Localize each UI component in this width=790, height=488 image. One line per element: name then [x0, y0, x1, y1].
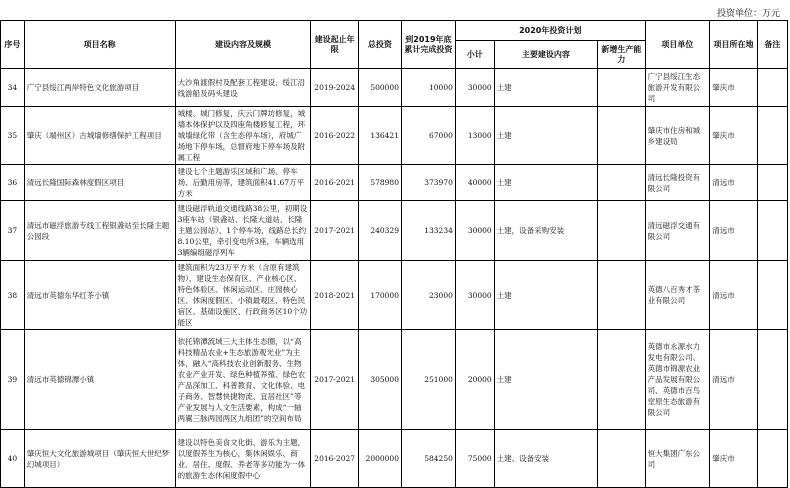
- row-main-content: 土建: [494, 261, 597, 330]
- row-location: 清远市: [710, 261, 757, 330]
- row-new-capacity: [598, 69, 645, 107]
- row-remark: [757, 201, 787, 261]
- row-seq: 39: [1, 330, 25, 430]
- row-main-content: 土建: [494, 107, 597, 165]
- row-period: 2016-2027: [311, 430, 358, 488]
- row-total-investment: 170000: [358, 261, 401, 330]
- row-total-investment: 500000: [358, 69, 401, 107]
- row-remark: [757, 107, 787, 165]
- row-subtotal: 20000: [455, 330, 494, 430]
- header-subtotal: 小计: [455, 41, 494, 69]
- row-total-investment: 305000: [358, 330, 401, 430]
- header-completed: 到2019年底累计完成投资: [401, 21, 455, 69]
- row-location: 肇庆市: [710, 69, 757, 107]
- row-total-investment: 578980: [358, 165, 401, 201]
- row-content: 建设以特色美食文化街、游乐为主题，以度假养生为核心，集休闲娱乐、商业、居住、度假、养老等多功能为一体的旅游生态休闲度假中心: [175, 430, 311, 488]
- row-seq: 35: [1, 107, 25, 165]
- row-project-unit: 恒大集团广东公司: [645, 430, 710, 488]
- row-content: 大沙角渡假村及配套工程建设、绥江沿线游船及码头建设: [175, 69, 311, 107]
- table-row: [1, 261, 788, 330]
- header-total: 总投资: [358, 21, 401, 69]
- row-completed-investment: 373970: [401, 165, 455, 201]
- header-period: 建设起止年限: [311, 21, 358, 69]
- row-main-content: 土建: [494, 165, 597, 201]
- row-subtotal: 75000: [455, 430, 494, 488]
- row-remark: [757, 165, 787, 201]
- row-project-name: 清远市英德东华红茶小镇: [24, 261, 175, 330]
- row-completed-investment: 67000: [401, 107, 455, 165]
- row-period: 2016-2022: [311, 107, 358, 165]
- header-remark: 备注: [757, 21, 787, 69]
- row-main-content: 土建，设备采购安装: [494, 201, 597, 261]
- row-period: 2018-2021: [311, 261, 358, 330]
- row-project-name: 清远长隆国际森林度假区项目: [24, 165, 175, 201]
- table-row: [1, 107, 788, 165]
- table-row: [1, 69, 788, 107]
- row-total-investment: 240329: [358, 201, 401, 261]
- row-subtotal: 13000: [455, 107, 494, 165]
- row-seq: 36: [1, 165, 25, 201]
- row-location: 清远市: [710, 165, 757, 201]
- header-seq: 序号: [1, 21, 25, 69]
- row-project-name: 肇庆恒大文化旅游城项目（肇庆恒大世纪梦幻城项目）: [24, 430, 175, 488]
- row-subtotal: 30000: [455, 261, 494, 330]
- row-period: 2016-2021: [311, 165, 358, 201]
- row-project-unit: 英德市永源水力发电有限公司、英德市锦源农业产品发展有限公司、英德市百鸟堂原生态旅游有限公司: [645, 330, 710, 430]
- row-seq: 37: [1, 201, 25, 261]
- row-main-content: 土建、设备安装: [494, 430, 597, 488]
- header-new-capacity: 新增生产能力: [598, 41, 645, 69]
- header-unit: 项目单位: [645, 21, 710, 69]
- row-main-content: 土建: [494, 69, 597, 107]
- row-completed-investment: 133234: [401, 201, 455, 261]
- row-seq: 40: [1, 430, 25, 488]
- row-subtotal: 40000: [455, 165, 494, 201]
- row-project-unit: 肇庆市住房和城乡建设局: [645, 107, 710, 165]
- table-row: [1, 330, 788, 430]
- investment-unit-label: 投资单位：万元: [716, 9, 780, 19]
- row-project-name: 肇庆（端州区）古城墙修缮保护工程项目: [24, 107, 175, 165]
- row-period: 2017-2021: [311, 201, 358, 261]
- row-content: 建设七个主题游乐区域和广场、停车场、后勤用房等，建筑面积41.67万平方米: [175, 165, 311, 201]
- row-project-unit: 英德八百秀才茶业有限公司: [645, 261, 710, 330]
- row-completed-investment: 251000: [401, 330, 455, 430]
- row-location: 肇庆市: [710, 107, 757, 165]
- row-location: 清远市: [710, 330, 757, 430]
- row-new-capacity: [598, 165, 645, 201]
- row-completed-investment: 23000: [401, 261, 455, 330]
- row-new-capacity: [598, 201, 645, 261]
- row-total-investment: 2000000: [358, 430, 401, 488]
- row-total-investment: 136421: [358, 107, 401, 165]
- row-remark: [757, 330, 787, 430]
- header-plan-2020: 2020年投资计划: [455, 21, 645, 41]
- row-content: 建筑面积为23万平方米（含原有建筑物），建设生态保育区、产业核心区、特色体验区、休闲运动区、庄园核心区、休闲度假区、小镇最观区、特色民宿区、基础设施区、行政商务区10个功能区: [175, 261, 311, 330]
- header-location: 项目所在地: [710, 21, 757, 69]
- header-name: 项目名称: [24, 21, 175, 69]
- row-location: 清远市: [710, 201, 757, 261]
- row-subtotal: 30000: [455, 201, 494, 261]
- row-subtotal: 30000: [455, 69, 494, 107]
- row-completed-investment: 10000: [401, 69, 455, 107]
- row-project-name: 清远市磁浮旅游专线工程银盏站至长隆主题公园段: [24, 201, 175, 261]
- row-project-name: 清远市英德锦潭小镇: [24, 330, 175, 430]
- table-row: [1, 165, 788, 201]
- row-content: 依托锦潭流域三大主体生态圈，以“高科技精品农业+生态旅游观光业”为主体，融入“高科技农业创新服务、生物农业产业开发、绿色种植养殖、绿色农产品深加工、科普教育、文化体验、电子商务、智慧快捷物流、宜居社区”等产业发展与人文生活要素，构成“一轴两翼三脉两园两区九组团”的空间布局: [175, 330, 311, 430]
- header-content: 建设内容及规模: [175, 21, 311, 69]
- row-seq: 34: [1, 69, 25, 107]
- row-seq: 38: [1, 261, 25, 330]
- row-project-unit: 广宁县绥江生态旅游开发有限公司: [645, 69, 710, 107]
- row-period: 2017-2021: [311, 330, 358, 430]
- row-content: 建设磁浮轨道交通线路38公里，初期设3座车站（银盏站、长隆大道站、长隆主题公园站），1个停车场，线路总长约8.10公里，牵引变电所3座，车辆选用3辆编组磁浮列车: [175, 201, 311, 261]
- row-new-capacity: [598, 107, 645, 165]
- row-project-unit: 清远长隆投资有限公司: [645, 165, 710, 201]
- row-remark: [757, 261, 787, 330]
- row-remark: [757, 69, 787, 107]
- row-project-unit: 清远磁浮交通有限公司: [645, 201, 710, 261]
- row-location: 肇庆市: [710, 430, 757, 488]
- row-new-capacity: [598, 261, 645, 330]
- row-completed-investment: 584250: [401, 430, 455, 488]
- row-project-name: 广宁县绥江两岸特色文化旅游项目: [24, 69, 175, 107]
- row-content: 城楼、城门修复，庆云门牌坊修复，城墙本体保护以及四座角楼修复工程，环城墙绿化带（含生态停车场），府城广场地下停车场，总督府地下停车场及附属工程: [175, 107, 311, 165]
- header-main-content: 主要建设内容: [494, 41, 597, 69]
- row-main-content: 土建: [494, 330, 597, 430]
- project-table: [0, 20, 788, 488]
- row-period: 2019-2024: [311, 69, 358, 107]
- row-new-capacity: [598, 330, 645, 430]
- table-row: [1, 201, 788, 261]
